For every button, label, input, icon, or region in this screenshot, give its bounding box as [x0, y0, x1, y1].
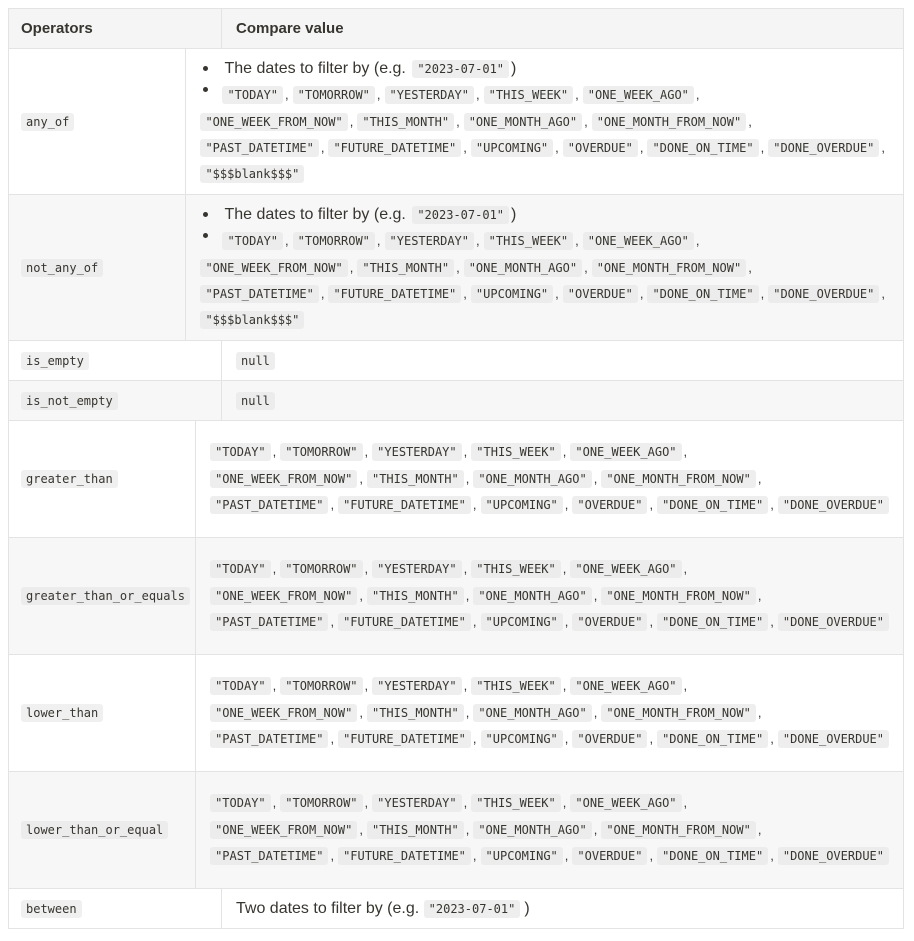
keyword-value: "FUTURE_DATETIME"	[338, 730, 471, 748]
list-separator: ,	[593, 587, 598, 603]
list-separator: ,	[593, 821, 598, 837]
keyword-value: "THIS_MONTH"	[367, 821, 464, 839]
keyword-value: "$$$blank$$$"	[200, 311, 304, 329]
keyword-value: "YESTERDAY"	[372, 560, 461, 578]
list-separator: ,	[456, 259, 460, 275]
keyword-value: "FUTURE_DATETIME"	[328, 139, 461, 157]
list-separator: ,	[639, 140, 644, 155]
operator-name: lower_than	[21, 704, 103, 722]
keyword-line	[210, 700, 889, 727]
keyword-value: "ONE_WEEK_FROM_NOW"	[210, 470, 357, 488]
keyword-value: "ONE_WEEK_FROM_NOW"	[210, 587, 357, 605]
keyword-value: "OVERDUE"	[572, 496, 647, 514]
compare-value-cell	[186, 195, 903, 340]
null-code: null	[236, 352, 275, 370]
keyword-value: "THIS_MONTH"	[367, 704, 464, 722]
bullet-item	[200, 202, 889, 228]
list-separator: ,	[376, 233, 381, 248]
list-separator: ,	[760, 286, 765, 301]
close-paren: )	[524, 899, 530, 917]
list-separator: ,	[593, 704, 598, 720]
keyword-value: "OVERDUE"	[563, 139, 638, 157]
keyword-value: "UPCOMING"	[481, 613, 563, 631]
keyword-value: "ONE_MONTH_AGO"	[473, 821, 591, 839]
compare-value-cell	[186, 49, 903, 194]
operator-name: is_not_empty	[21, 392, 118, 410]
list-separator: ,	[649, 497, 654, 513]
list-separator: ,	[272, 678, 277, 694]
header-compare-value: Compare value	[236, 20, 344, 37]
keyword-value: "THIS_MONTH"	[367, 470, 464, 488]
operator-cell	[9, 655, 196, 771]
list-separator: ,	[476, 233, 480, 248]
bullet-item	[200, 82, 889, 187]
date-example: "2023-07-01"	[424, 900, 521, 918]
keyword-value: "TODAY"	[210, 677, 271, 695]
list-separator: ,	[562, 561, 567, 577]
keyword-value: "YESTERDAY"	[385, 232, 474, 250]
keyword-value: "FUTURE_DATETIME"	[338, 847, 471, 865]
list-separator: ,	[272, 795, 277, 811]
keyword-value: "YESTERDAY"	[385, 86, 474, 104]
list-separator: ,	[881, 286, 885, 301]
keyword-value: "ONE_MONTH_AGO"	[464, 113, 582, 131]
compare-value-cell	[196, 655, 903, 771]
keyword-value: "DONE_ON_TIME"	[657, 613, 768, 631]
list-separator: ,	[364, 795, 369, 811]
keyword-value: "PAST_DATETIME"	[210, 847, 328, 865]
keyword-value: "THIS_WEEK"	[471, 443, 560, 461]
list-separator: ,	[472, 497, 477, 513]
keyword-list	[200, 228, 889, 333]
list-separator: ,	[320, 286, 325, 301]
operator-name: not_any_of	[21, 259, 103, 277]
between-text	[236, 900, 889, 918]
list-separator: ,	[760, 140, 765, 155]
list-separator: ,	[285, 87, 289, 102]
keyword-line	[210, 492, 889, 519]
date-example: "2023-07-01"	[412, 206, 509, 224]
keyword-value: "DONE_OVERDUE"	[778, 496, 889, 514]
keyword-value: "FUTURE_DATETIME"	[338, 496, 471, 514]
keyword-value: "UPCOMING"	[471, 139, 553, 157]
bullet-item	[200, 56, 889, 82]
keyword-value: "ONE_WEEK_AGO"	[570, 443, 681, 461]
keyword-value: "THIS_WEEK"	[471, 560, 560, 578]
table-row	[9, 341, 903, 381]
operator-cell	[9, 889, 222, 928]
keyword-value: "ONE_WEEK_FROM_NOW"	[210, 704, 357, 722]
keyword-list	[200, 82, 889, 187]
keyword-line	[210, 556, 889, 583]
keyword-value: "THIS_MONTH"	[367, 587, 464, 605]
list-separator: ,	[562, 795, 567, 811]
list-separator: ,	[463, 795, 468, 811]
list-separator: ,	[770, 848, 774, 864]
keyword-lines	[200, 82, 889, 187]
keyword-value: "THIS_WEEK"	[471, 794, 560, 812]
keyword-value: "UPCOMING"	[471, 285, 553, 303]
keyword-line	[210, 583, 889, 610]
list-separator: ,	[683, 678, 688, 694]
list-separator: ,	[770, 731, 774, 747]
list-separator: ,	[349, 113, 354, 129]
keyword-value: "TOMORROW"	[280, 443, 362, 461]
keyword-value: "TOMORROW"	[293, 232, 375, 250]
list-separator: ,	[562, 678, 567, 694]
bullet-text	[224, 202, 516, 228]
keyword-value: "FUTURE_DATETIME"	[328, 285, 461, 303]
list-separator: ,	[359, 704, 363, 720]
bullet-dot-icon	[203, 212, 208, 217]
list-separator: ,	[757, 470, 762, 486]
operator-name: any_of	[21, 113, 74, 131]
keyword-value: "ONE_WEEK_AGO"	[583, 232, 694, 250]
list-separator: ,	[575, 233, 579, 248]
date-example: "2023-07-01"	[412, 60, 509, 78]
date-description: The dates to filter by (e.g.	[224, 60, 406, 77]
keyword-lines	[200, 228, 889, 333]
list-separator: ,	[463, 286, 467, 301]
operator-name: lower_than_or_equal	[21, 821, 168, 839]
keyword-value: "TODAY"	[210, 443, 271, 461]
list-separator: ,	[330, 848, 335, 864]
keyword-value: "ONE_MONTH_AGO"	[473, 704, 591, 722]
list-separator: ,	[683, 444, 688, 460]
compare-value-cell	[222, 381, 903, 420]
list-separator: ,	[359, 821, 363, 837]
list-separator: ,	[376, 87, 381, 102]
list-separator: ,	[881, 140, 885, 155]
keyword-line	[200, 255, 889, 282]
list-separator: ,	[683, 795, 688, 811]
list-separator: ,	[564, 848, 569, 864]
keyword-value: "ONE_MONTH_FROM_NOW"	[601, 704, 756, 722]
keyword-value: "ONE_WEEK_AGO"	[583, 86, 694, 104]
list-separator: ,	[555, 286, 559, 301]
operators-table	[8, 8, 904, 929]
table-row	[9, 195, 903, 341]
list-separator: ,	[364, 678, 369, 694]
compare-value-cell	[196, 421, 903, 537]
list-separator: ,	[748, 259, 752, 275]
keyword-value: "DONE_OVERDUE"	[778, 730, 889, 748]
keyword-value: "PAST_DATETIME"	[210, 730, 328, 748]
list-separator: ,	[695, 233, 700, 248]
list-separator: ,	[472, 731, 477, 747]
list-separator: ,	[649, 848, 654, 864]
list-separator: ,	[695, 87, 700, 102]
list-separator: ,	[359, 587, 363, 603]
table-row	[9, 772, 903, 889]
keyword-value: "PAST_DATETIME"	[210, 613, 328, 631]
keyword-line	[200, 162, 889, 188]
keyword-value: "ONE_MONTH_AGO"	[473, 470, 591, 488]
keyword-value: "ONE_MONTH_FROM_NOW"	[592, 259, 747, 277]
keyword-value: "THIS_WEEK"	[484, 232, 573, 250]
keyword-value: "ONE_MONTH_FROM_NOW"	[592, 113, 747, 131]
list-separator: ,	[465, 821, 470, 837]
keyword-value: "ONE_MONTH_FROM_NOW"	[601, 821, 756, 839]
keyword-value: "DONE_OVERDUE"	[768, 285, 879, 303]
operator-cell	[9, 195, 186, 340]
keyword-value: "OVERDUE"	[572, 847, 647, 865]
list-separator: ,	[330, 731, 335, 747]
list-separator: ,	[757, 704, 762, 720]
keyword-line	[210, 726, 889, 753]
list-separator: ,	[463, 561, 468, 577]
list-separator: ,	[564, 731, 569, 747]
keyword-value: "DONE_ON_TIME"	[647, 139, 758, 157]
list-separator: ,	[465, 704, 470, 720]
keyword-value: "OVERDUE"	[563, 285, 638, 303]
bullet-dot-icon	[203, 66, 208, 71]
keyword-line	[210, 466, 889, 493]
table-header-row	[9, 9, 903, 49]
keyword-value: "ONE_MONTH_FROM_NOW"	[601, 587, 756, 605]
table-row	[9, 49, 903, 195]
keyword-value: "ONE_WEEK_FROM_NOW"	[200, 259, 347, 277]
compare-value-cell	[222, 341, 903, 380]
compare-value-cell	[222, 889, 903, 928]
keyword-value: "DONE_ON_TIME"	[657, 496, 768, 514]
list-separator: ,	[359, 470, 363, 486]
list-separator: ,	[683, 561, 688, 577]
keyword-value: "FUTURE_DATETIME"	[338, 613, 471, 631]
table-row	[9, 538, 903, 655]
list-separator: ,	[330, 614, 335, 630]
list-separator: ,	[320, 140, 325, 155]
keyword-value: "TODAY"	[210, 794, 271, 812]
keyword-value: "ONE_WEEK_AGO"	[570, 677, 681, 695]
compare-value-cell	[196, 538, 903, 654]
bullet-text	[224, 56, 516, 82]
keyword-value: "TOMORROW"	[280, 677, 362, 695]
keyword-value: "THIS_WEEK"	[471, 677, 560, 695]
null-code: null	[236, 392, 275, 410]
keyword-value: "UPCOMING"	[481, 730, 563, 748]
table-row	[9, 889, 903, 929]
keyword-value: "DONE_ON_TIME"	[657, 730, 768, 748]
table-row	[9, 421, 903, 538]
keyword-value: "PAST_DATETIME"	[200, 139, 318, 157]
keyword-value: "ONE_MONTH_AGO"	[464, 259, 582, 277]
keyword-value: "TOMORROW"	[293, 86, 375, 104]
between-description: Two dates to filter by (e.g.	[236, 899, 420, 917]
keyword-value: "TOMORROW"	[280, 794, 362, 812]
list-separator: ,	[649, 614, 654, 630]
header-operators: Operators	[9, 9, 222, 48]
operator-cell	[9, 421, 196, 537]
list-separator: ,	[465, 587, 470, 603]
list-separator: ,	[463, 140, 467, 155]
operator-name: greater_than	[21, 470, 118, 488]
keyword-value: "YESTERDAY"	[372, 443, 461, 461]
keyword-value: "ONE_WEEK_AGO"	[570, 560, 681, 578]
operator-cell	[9, 538, 196, 654]
list-separator: ,	[575, 87, 579, 102]
table-row	[9, 381, 903, 421]
list-separator: ,	[649, 731, 654, 747]
keyword-value: "DONE_OVERDUE"	[778, 613, 889, 631]
table-body	[9, 49, 903, 929]
keyword-line	[210, 843, 889, 870]
list-separator: ,	[584, 259, 588, 275]
list-separator: ,	[757, 821, 762, 837]
list-separator: ,	[593, 470, 598, 486]
keyword-value: "ONE_WEEK_FROM_NOW"	[210, 821, 357, 839]
keyword-line	[200, 281, 889, 308]
keyword-value: "TODAY"	[222, 232, 283, 250]
close-paren: )	[511, 60, 517, 77]
keyword-line	[200, 135, 889, 162]
keyword-value: "THIS_MONTH"	[357, 113, 454, 131]
keyword-value: "OVERDUE"	[572, 613, 647, 631]
list-separator: ,	[564, 497, 569, 513]
keyword-value: "ONE_MONTH_FROM_NOW"	[601, 470, 756, 488]
list-separator: ,	[584, 113, 588, 129]
list-separator: ,	[349, 259, 354, 275]
keyword-line	[200, 228, 889, 255]
list-separator: ,	[272, 561, 277, 577]
operator-cell	[9, 49, 186, 194]
list-separator: ,	[770, 614, 774, 630]
keyword-value: "ONE_WEEK_AGO"	[570, 794, 681, 812]
keyword-value: "$$$blank$$$"	[200, 165, 304, 183]
keyword-line	[210, 673, 889, 700]
keyword-value: "TODAY"	[210, 560, 271, 578]
operator-name: between	[21, 900, 82, 918]
keyword-line	[200, 109, 889, 136]
keyword-value: "PAST_DATETIME"	[210, 496, 328, 514]
list-separator: ,	[463, 444, 468, 460]
keyword-line	[210, 439, 889, 466]
compare-value-cell	[196, 772, 903, 888]
list-separator: ,	[285, 233, 289, 248]
list-separator: ,	[562, 444, 567, 460]
keyword-value: "DONE_ON_TIME"	[657, 847, 768, 865]
keyword-value: "DONE_OVERDUE"	[778, 847, 889, 865]
null-value	[236, 392, 889, 410]
bullet-item	[200, 228, 889, 333]
keyword-value: "TODAY"	[222, 86, 283, 104]
keyword-value: "DONE_ON_TIME"	[647, 285, 758, 303]
list-separator: ,	[272, 444, 277, 460]
keyword-line	[200, 308, 889, 334]
keyword-value: "YESTERDAY"	[372, 677, 461, 695]
close-paren: )	[511, 206, 517, 223]
list-separator: ,	[757, 587, 762, 603]
keyword-value: "ONE_MONTH_AGO"	[473, 587, 591, 605]
list-separator: ,	[364, 561, 369, 577]
keyword-value: "YESTERDAY"	[372, 794, 461, 812]
keyword-value: "ONE_WEEK_FROM_NOW"	[200, 113, 347, 131]
keyword-value: "UPCOMING"	[481, 496, 563, 514]
list-separator: ,	[770, 497, 774, 513]
date-description: The dates to filter by (e.g.	[224, 206, 406, 223]
operator-cell	[9, 381, 222, 420]
list-separator: ,	[564, 614, 569, 630]
keyword-value: "PAST_DATETIME"	[200, 285, 318, 303]
keyword-line	[200, 82, 889, 109]
list-separator: ,	[330, 497, 335, 513]
list-separator: ,	[465, 470, 470, 486]
keyword-line	[210, 790, 889, 817]
operator-name: greater_than_or_equals	[21, 587, 190, 605]
operator-cell	[9, 772, 196, 888]
list-separator: ,	[555, 140, 559, 155]
keyword-line	[210, 817, 889, 844]
table-row	[9, 655, 903, 772]
list-separator: ,	[639, 286, 644, 301]
keyword-value: "UPCOMING"	[481, 847, 563, 865]
operator-cell	[9, 341, 222, 380]
keyword-value: "OVERDUE"	[572, 730, 647, 748]
list-separator: ,	[472, 614, 477, 630]
list-separator: ,	[748, 113, 752, 129]
keyword-value: "DONE_OVERDUE"	[768, 139, 879, 157]
keyword-value: "THIS_WEEK"	[484, 86, 573, 104]
keyword-value: "TOMORROW"	[280, 560, 362, 578]
operator-name: is_empty	[21, 352, 89, 370]
list-separator: ,	[476, 87, 480, 102]
list-separator: ,	[463, 678, 468, 694]
list-separator: ,	[364, 444, 369, 460]
keyword-value: "THIS_MONTH"	[357, 259, 454, 277]
null-value	[236, 352, 889, 370]
keyword-line	[210, 609, 889, 636]
list-separator: ,	[456, 113, 460, 129]
list-separator: ,	[472, 848, 477, 864]
